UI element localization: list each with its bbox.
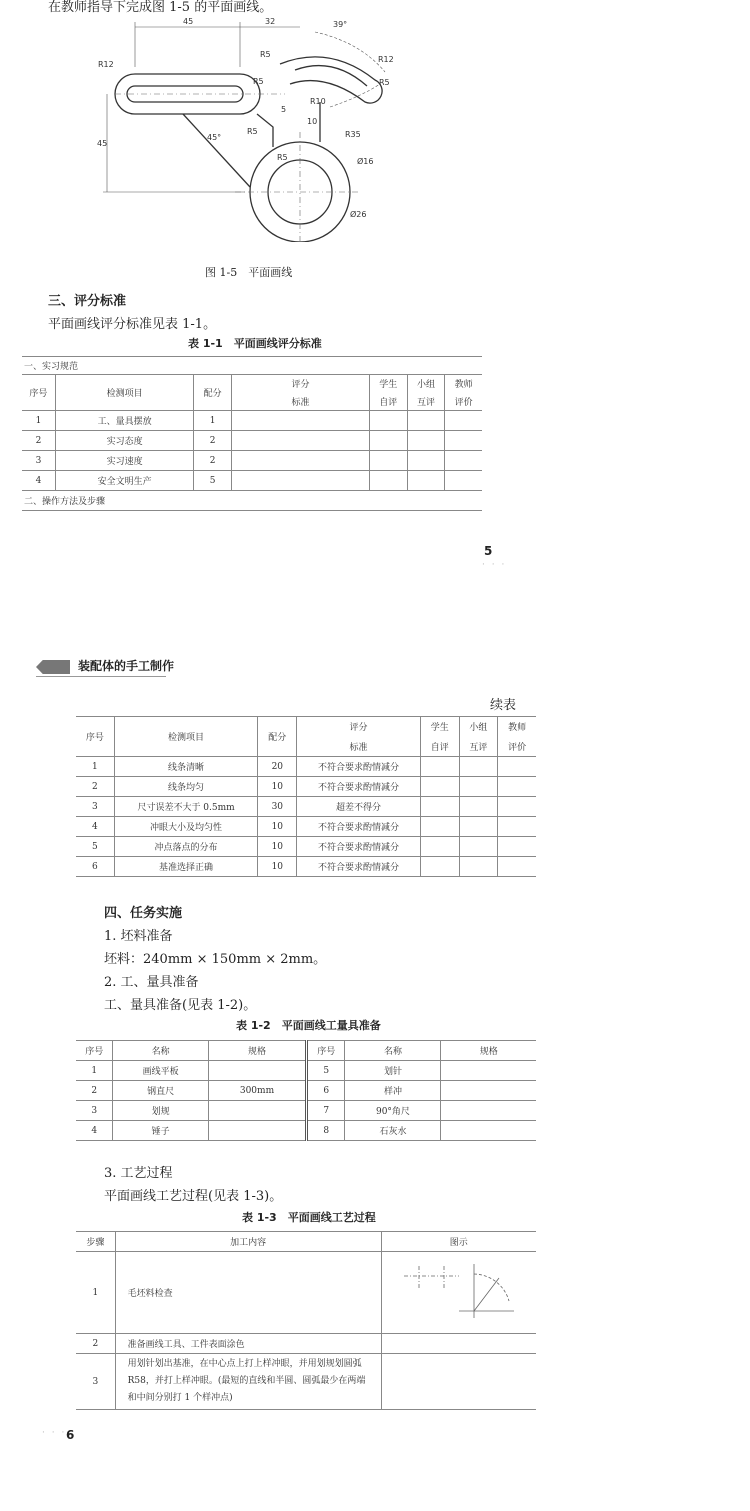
t1-h-grade: 评分 bbox=[232, 375, 370, 393]
dim-5: 5 bbox=[281, 105, 287, 114]
table-1-3-caption: 表 1-3 平面画线工艺过程 bbox=[242, 1211, 376, 1224]
radius-r5c: R5 bbox=[253, 77, 264, 86]
radius-r12b: R12 bbox=[378, 55, 394, 64]
radius-r5a: R5 bbox=[260, 50, 271, 59]
intro-line: 在教师指导下完成图 1-5 的平面画线。 bbox=[48, 0, 273, 15]
table-1-2: 序号 名称 规格 序号 名称 规格 1 画线平板 5 划针 2 钢直尺 300mm 6 样冲 3 划规 7 90°角尺 4 锤子 8 石灰水 bbox=[76, 1040, 536, 1141]
table-row: 4 冲眼大小及均匀性 10 不符合要求酌情减分 bbox=[76, 817, 536, 837]
subsection-3-text: 平面画线工艺过程(见表 1-3)。 bbox=[104, 1189, 283, 1204]
table-1-1-group-row: 一、实习规范 bbox=[22, 357, 482, 375]
angle-39: 39° bbox=[333, 20, 348, 29]
section-3-text: 平面画线评分标准见表 1-1。 bbox=[48, 317, 217, 332]
subsection-2-text: 工、量具准备(见表 1-2)。 bbox=[104, 998, 257, 1013]
right-slot-outline bbox=[280, 57, 382, 103]
angle-45: 45° bbox=[207, 133, 222, 142]
subsection-1: 1. 坯料准备 bbox=[104, 929, 173, 944]
slant-edge bbox=[183, 114, 250, 187]
t1-h-standard: 标准 bbox=[232, 393, 370, 411]
subsection-3: 3. 工艺过程 bbox=[104, 1166, 173, 1181]
table-row: 3 划规 7 90°角尺 bbox=[76, 1101, 536, 1121]
table-row: 1 画线平板 5 划针 bbox=[76, 1061, 536, 1081]
table-1-1-continued: 序号 检测项目 配分 评分 学生 小组 教师 标准 自评 互评 评价 1 线条清晰 20 不符合要求酌情减分 2 线条均匀 10 不符合要求酌情减分 3 尺寸误差不大于 0.5mm 30 超差不得分 4 冲眼大小及均匀性 10 不符合要求酌情减分 5 冲点落点的分布 10 不符合要求酌情减分 6 基准选择正确 10 不符合要求酌情减分 bbox=[76, 716, 536, 877]
table-row: 2 线条均匀 10 不符合要求酌情减分 bbox=[76, 777, 536, 797]
figure-caption: 图 1-5 平面画线 bbox=[205, 266, 293, 279]
dia-26: Ø26 bbox=[350, 210, 367, 219]
subsection-2: 2. 工、量具准备 bbox=[104, 975, 199, 990]
section-4-heading: 四、任务实施 bbox=[104, 906, 183, 921]
dim-10: 10 bbox=[307, 117, 318, 126]
table-row: 4 安全文明生产 5 bbox=[22, 471, 482, 491]
t1-h-no: 序号 bbox=[22, 375, 55, 411]
radius-r5e: R5 bbox=[277, 153, 288, 162]
page-number-5: 5 bbox=[484, 544, 493, 558]
right-slot-inner bbox=[295, 66, 367, 86]
t1-h-student: 学生 bbox=[369, 375, 407, 393]
step-1-illustration bbox=[381, 1252, 536, 1334]
chapter-title: 装配体的手工制作 bbox=[78, 659, 175, 673]
mid-edge bbox=[257, 114, 273, 147]
t1-h-self: 自评 bbox=[369, 393, 407, 411]
t1-h-score: 配分 bbox=[194, 375, 232, 411]
table-row: 6 基准选择正确 10 不符合要求酌情减分 bbox=[76, 857, 536, 877]
table-row: 1 毛坯料检查 bbox=[76, 1252, 536, 1334]
radius-r12a: R12 bbox=[98, 60, 114, 69]
t1-h-item: 检测项目 bbox=[55, 375, 193, 411]
continued-label: 续表 bbox=[490, 698, 517, 713]
figure-1-5-drawing bbox=[95, 12, 395, 242]
t1-h-peer: 互评 bbox=[407, 393, 445, 411]
table-row: 2 实习态度 2 bbox=[22, 431, 482, 451]
dim-45b: 45 bbox=[97, 139, 108, 148]
section-3-heading: 三、评分标准 bbox=[48, 294, 127, 309]
table-1-1-caption: 表 1-1 平面画线评分标准 bbox=[188, 337, 322, 350]
page-number-6: 6 bbox=[66, 1428, 75, 1442]
radius-r5b: R5 bbox=[379, 78, 390, 87]
banner-arrow-icon bbox=[36, 660, 70, 674]
t1-h-group: 小组 bbox=[407, 375, 445, 393]
dim-32: 32 bbox=[265, 17, 276, 26]
table-row: 2 钢直尺 300mm 6 样冲 bbox=[76, 1081, 536, 1101]
page-dots-decoration: · · · bbox=[482, 560, 507, 570]
t1-h-eval: 评价 bbox=[445, 393, 482, 411]
table-1-2-caption: 表 1-2 平面画线工量具准备 bbox=[236, 1019, 381, 1032]
radius-r5d: R5 bbox=[247, 127, 258, 136]
table-1-1 bbox=[22, 356, 482, 511]
radius-r10: R10 bbox=[310, 97, 326, 106]
table-row: 3 用划针划出基准，在中心点上打上样冲眼，并用划规划圆弧 R58，并打上样冲眼。(最短的直线和半圆、圆弧最少在两端和中间分别打 1 个样冲点) bbox=[76, 1354, 536, 1410]
table-row: 1 线条清晰 20 不符合要求酌情减分 bbox=[76, 757, 536, 777]
subsection-1-text: 坯料：240mm × 150mm × 2mm。 bbox=[104, 952, 327, 967]
table-row: 5 冲点落点的分布 10 不符合要求酌情减分 bbox=[76, 837, 536, 857]
table-row: 4 锤子 8 石灰水 bbox=[76, 1121, 536, 1141]
dia-16: Ø16 bbox=[357, 157, 374, 166]
table-row: 3 实习速度 2 bbox=[22, 451, 482, 471]
table-1-1-footer-row: 二、操作方法及步骤 bbox=[22, 491, 482, 511]
radius-r35: R35 bbox=[345, 130, 361, 139]
step-1-diagram bbox=[399, 1256, 519, 1326]
page-dots-decoration: · · · bbox=[42, 1428, 67, 1438]
left-slot-outline bbox=[115, 74, 260, 114]
table-row: 1 工、量具摆放 1 bbox=[22, 411, 482, 431]
dim-45a: 45 bbox=[183, 17, 194, 26]
table-row: 2 准备画线工具、工件表面涂色 bbox=[76, 1334, 536, 1354]
table-1-3: 步骤 加工内容 图示 1 毛坯料检查 2 准备画线工具、工件表面涂色 3 用划针划出基准，在中心点上打上样冲眼，并用划规划圆弧 R58，并打上样冲眼。(最短的直线和半圆、圆弧最少在两端和中间分别打 1 个样冲点) bbox=[76, 1231, 536, 1410]
table-row: 3 尺寸误差不大于 0.5mm 30 超差不得分 bbox=[76, 797, 536, 817]
t1-h-teacher: 教师 bbox=[445, 375, 482, 393]
